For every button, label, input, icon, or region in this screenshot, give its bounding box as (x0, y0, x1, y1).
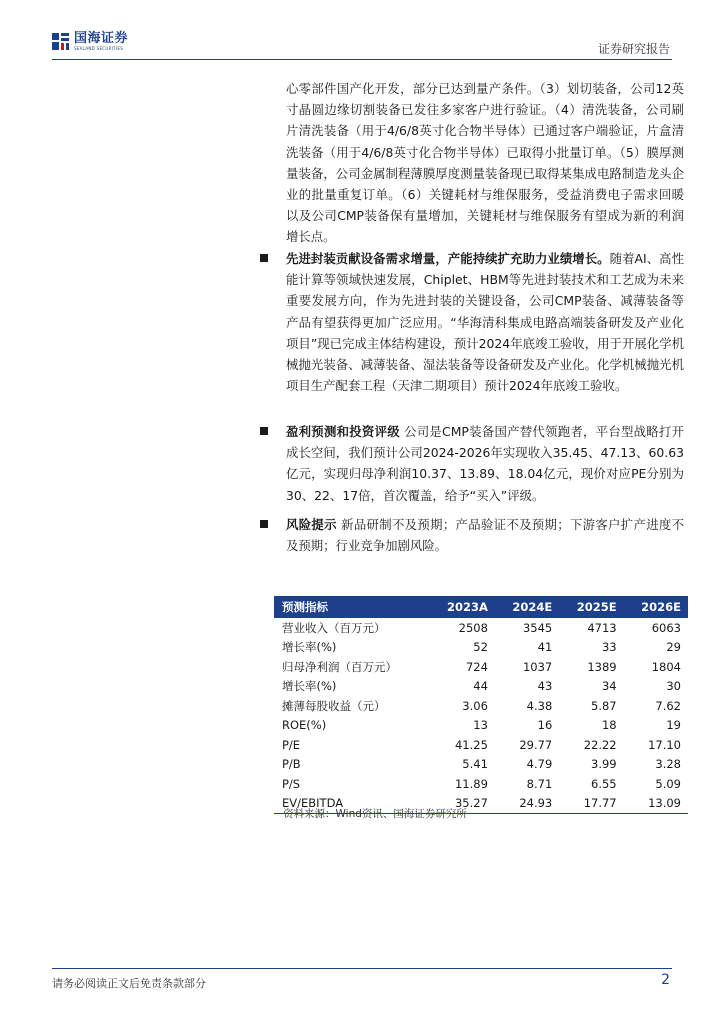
table-cell: 6.55 (591, 776, 617, 791)
bullet-body: 随着AI、高性能计算等领域快速发展，Chiplet、HBM等先进封装技术和工艺成为未来重要发展方向，作为先进封装的关键设备，公司CMP装备、减薄装备等产品有望获得更加广泛应用。“华海清科集成电路高端装备研发及产业化项目”现已完成主体结构建设，预计2024年底竣工验收，用于开展化学机械抛光装备、减薄装备、湿法装备等设备研发及产业化。化学机械抛光机项目生产配套工程（天津二期项目）预计2024年底竣工验收。 (286, 251, 684, 394)
logo-name-cn: 国海证券 (74, 31, 129, 46)
table-cell: 16 (537, 718, 553, 733)
table-row (274, 755, 688, 775)
table-row (274, 638, 688, 658)
logo-name-en: SEALAND SECURITIES (74, 46, 124, 51)
table-body (274, 618, 688, 814)
table-cell: 18 (601, 718, 617, 733)
bullet-title: 风险提示 (286, 517, 337, 532)
bullet-text (286, 248, 684, 396)
table-header-cell: 2025E (576, 600, 617, 614)
table-cell: 41 (537, 640, 553, 655)
header-divider (52, 59, 672, 60)
table-cell: 8.71 (526, 776, 553, 791)
table-cell: P/B (282, 757, 301, 772)
table-row (274, 618, 688, 638)
table-cell: 增长率(%) (282, 640, 337, 655)
bullet-square-icon (260, 254, 268, 262)
table-cell: 17.10 (648, 737, 681, 752)
table-cell: 3545 (522, 620, 553, 635)
table-row (274, 657, 688, 677)
table-cell: 增长率(%) (282, 679, 337, 694)
table-cell: 35.27 (429, 794, 495, 814)
table-cell: 摊薄每股收益（元） (282, 698, 386, 713)
footer-divider (52, 968, 672, 969)
table-cell: 4.79 (526, 757, 553, 772)
bullet-advanced-packaging (286, 248, 684, 396)
table-cell: 4713 (587, 620, 617, 635)
bullet-forecast-rating (286, 421, 684, 506)
table-cell: 52 (473, 640, 488, 655)
table-cell: 19 (666, 718, 681, 733)
bullet-body: 新品研制不及预期；产品验证不及预期；下游客户扩产进度不及预期；行业竞争加剧风险。 (286, 517, 685, 554)
table-cell: 7.62 (655, 698, 681, 713)
table-cell: 724 (465, 659, 488, 674)
table-cell: 30 (666, 679, 681, 694)
forecast-table (274, 596, 688, 814)
table-header-row (274, 596, 688, 618)
sealand-logo-icon (52, 33, 69, 50)
table-cell: 41.25 (454, 737, 488, 752)
table-cell: 4.38 (526, 698, 553, 713)
table-cell: 1804 (651, 659, 681, 674)
table-header-cell: 2023A (446, 600, 488, 614)
table-cell: 13 (473, 718, 488, 733)
table-cell: 34 (601, 679, 617, 694)
table-cell: 24.93 (495, 794, 559, 814)
table-cell: 17.77 (559, 794, 623, 814)
bullet-text (286, 421, 684, 506)
table-cell: 13.09 (624, 794, 688, 814)
table-cell: 5.87 (591, 698, 617, 713)
page-header (0, 0, 724, 64)
table-cell: 1389 (587, 659, 617, 674)
table-row (274, 677, 688, 697)
table-cell: 11.89 (454, 776, 488, 791)
intro-section (286, 78, 684, 248)
table-cell: 44 (473, 679, 488, 694)
table-cell: 22.22 (583, 737, 617, 752)
table-row (274, 696, 688, 716)
table-cell: 5.09 (655, 776, 681, 791)
table-row (274, 774, 688, 794)
table-cell: 营业收入（百万元） (282, 620, 386, 635)
table-header-cell: 2026E (641, 600, 681, 614)
table-cell: 2508 (458, 620, 488, 635)
bullet-text (286, 514, 684, 556)
table-cell: 29 (666, 640, 681, 655)
table-cell: P/S (282, 776, 301, 791)
table-cell: 43 (537, 679, 553, 694)
footer-disclaimer: 请务必阅读正文后免责条款部分 (52, 977, 206, 990)
table-row (274, 735, 688, 755)
intro-paragraph: 心零部件国产化开发，部分已达到量产条件。（3）划切装备，公司12英寸晶圆边缘切割装备已发往多家客户进行验证。（4）清洗装备，公司刷片清洗装备（用于4/6/8英寸化合物半导体）已通过客户端验证，片盒清洗装备（用于4/6/8英寸化合物半导体）已取得小批量订单。（5）膜厚测量装备，公司金属制程薄膜厚度测量装备现已取得某集成电路制造龙头企业的批量重复订单。（6）关键耗材与维保服务，受益消费电子需求回暖以及公司CMP装备保有量增加，关键耗材与维保服务有望成为新的利润增长点。 (286, 81, 684, 245)
table-source-note: 资料来源：Wind资讯、国海证券研究所 (283, 808, 467, 820)
bullet-risk (286, 514, 684, 556)
table-cell: 3.06 (462, 698, 488, 713)
table-header-cell: 2024E (512, 600, 553, 614)
table-cell: 3.28 (655, 757, 681, 772)
table-cell: 33 (601, 640, 617, 655)
table-cell: 5.41 (462, 757, 488, 772)
table-cell: 6063 (651, 620, 681, 635)
bullet-square-icon (260, 427, 268, 435)
company-logo (52, 32, 128, 51)
bullet-title: 先进封装贡献设备需求增量，产能持续扩充助力业绩增长。 (286, 251, 610, 266)
table-cell: 29.77 (519, 737, 553, 752)
table-header-cell: 预测指标 (282, 600, 328, 614)
forecast-table-wrap (274, 596, 688, 814)
report-type-label: 证券研究报告 (597, 42, 670, 56)
table-cell: EV/EBITDA (274, 794, 429, 814)
table-row (274, 716, 688, 736)
table-cell: P/E (282, 737, 301, 752)
bullet-body: 公司是CMP装备国产替代领跑者，平台型战略打开成长空间，我们预计公司2024-2026年实现收入35.45、47.13、60.63亿元，实现归母净利润10.37、13.89、18.04亿元，现价对应PE分别为30、22、17倍，首次覆盖，给予“买入”评级。 (286, 424, 684, 503)
table-cell: 1037 (522, 659, 553, 674)
bullet-square-icon (260, 520, 268, 528)
bullet-title: 盈利预测和投资评级 (286, 424, 400, 439)
table-cell: 归母净利润（百万元） (282, 659, 397, 674)
table-cell: ROE(%) (282, 718, 327, 733)
table-cell: 3.99 (591, 757, 617, 772)
page-number: 2 (661, 972, 670, 988)
